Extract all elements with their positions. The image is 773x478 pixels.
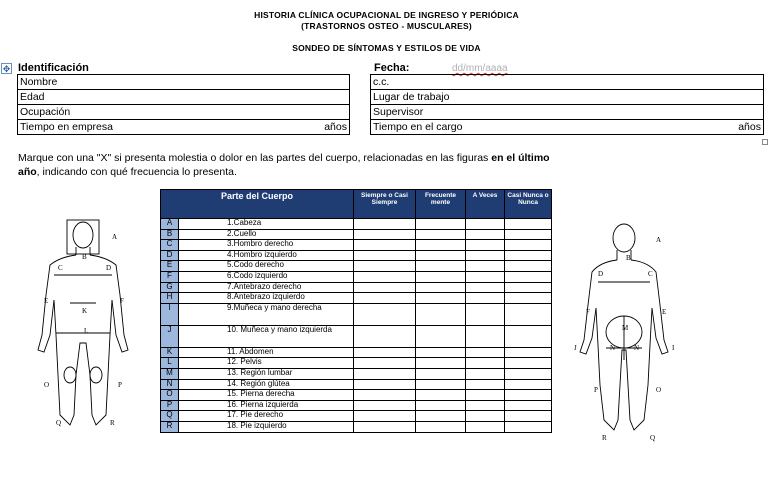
workplace-field[interactable]: Lugar de trabajo — [371, 90, 764, 105]
front-label-d: D — [106, 264, 112, 272]
identification-label: Identificación — [18, 62, 89, 74]
cell-never[interactable] — [505, 261, 552, 272]
cell-never[interactable] — [505, 400, 552, 411]
row-body-part: 15. Pierna derecha — [179, 390, 354, 401]
cell-frequent[interactable] — [416, 282, 466, 293]
row-body-part: 8.Antebrazo izquierdo — [179, 293, 354, 304]
back-label-e: E — [662, 308, 667, 316]
row-body-part: 10. Muñeca y mano izquierda — [179, 325, 354, 347]
front-label-o: O — [44, 381, 50, 389]
cell-never[interactable] — [505, 358, 552, 369]
cell-always[interactable] — [354, 219, 416, 230]
row-letter: G — [161, 282, 179, 293]
back-label-a: A — [656, 236, 662, 244]
table-row — [161, 411, 552, 422]
row-body-part: 6.Codo izquierdo — [179, 271, 354, 282]
row-letter: F — [161, 271, 179, 282]
back-label-n-right: N — [634, 344, 640, 352]
cell-sometimes[interactable] — [466, 390, 505, 401]
row-body-part: 17. Pie derecho — [179, 411, 354, 422]
front-body-figure — [30, 215, 140, 435]
front-label-a: A — [112, 233, 118, 241]
table-row — [161, 379, 552, 390]
cell-never[interactable] — [505, 250, 552, 261]
cell-always[interactable] — [354, 282, 416, 293]
cell-frequent[interactable] — [416, 379, 466, 390]
table-row — [161, 271, 552, 282]
front-label-q: Q — [56, 419, 62, 427]
header-body-part: Parte del Cuerpo — [161, 190, 354, 219]
cell-frequent[interactable] — [416, 358, 466, 369]
front-label-c: C — [58, 264, 63, 272]
header-never: Casi Nunca o Nunca — [505, 190, 552, 219]
table-row — [161, 390, 552, 401]
cell-frequent[interactable] — [416, 347, 466, 358]
cell-never[interactable] — [505, 271, 552, 282]
cell-frequent[interactable] — [416, 400, 466, 411]
row-letter: A — [161, 219, 179, 230]
row-letter: L — [161, 358, 179, 369]
supervisor-field[interactable]: Supervisor — [371, 105, 764, 120]
row-body-part: 14. Región glútea — [179, 379, 354, 390]
table-row — [161, 261, 552, 272]
back-label-m: M — [622, 324, 629, 332]
row-body-part: 7.Antebrazo derecho — [179, 282, 354, 293]
cell-always[interactable] — [354, 347, 416, 358]
table-row — [161, 282, 552, 293]
cell-always[interactable] — [354, 240, 416, 251]
cell-never[interactable] — [505, 219, 552, 230]
cell-always[interactable] — [354, 325, 416, 347]
header-always: Siempre o Casi Siempre — [354, 190, 416, 219]
row-body-part: 3.Hombro derecho — [179, 240, 354, 251]
back-label-c: C — [648, 270, 653, 278]
move-handle-icon[interactable]: ✥ — [2, 64, 11, 74]
cell-sometimes[interactable] — [466, 261, 505, 272]
front-label-p: P — [118, 381, 122, 389]
back-label-j: J — [574, 344, 577, 352]
row-body-part: 12. Pelvis — [179, 358, 354, 369]
row-body-part: 16. Pierna izquierda — [179, 400, 354, 411]
cell-sometimes[interactable] — [466, 271, 505, 282]
table-row — [161, 219, 552, 230]
name-field[interactable]: Nombre — [18, 75, 350, 90]
cell-always[interactable] — [354, 293, 416, 304]
cell-always[interactable] — [354, 303, 416, 325]
row-body-part: 11. Abdomen — [179, 347, 354, 358]
row-letter: O — [161, 390, 179, 401]
header-sometimes: A Veces — [466, 190, 505, 219]
cell-sometimes[interactable] — [466, 219, 505, 230]
symptom-table — [160, 189, 552, 433]
cell-never[interactable] — [505, 229, 552, 240]
position-time-field[interactable]: Tiempo en el cargo años — [371, 120, 764, 135]
front-label-b: B — [82, 253, 87, 261]
table-row — [161, 303, 552, 325]
table-resize-handle[interactable] — [762, 139, 768, 145]
cell-never[interactable] — [505, 421, 552, 432]
cell-frequent[interactable] — [416, 250, 466, 261]
back-label-f: F — [586, 308, 590, 316]
cell-always[interactable] — [354, 379, 416, 390]
cell-always[interactable] — [354, 250, 416, 261]
table-row — [161, 229, 552, 240]
cell-always[interactable] — [354, 411, 416, 422]
row-letter: D — [161, 250, 179, 261]
cell-sometimes[interactable] — [466, 229, 505, 240]
years-unit: años — [738, 120, 761, 133]
row-body-part: 5.Codo derecho — [179, 261, 354, 272]
table-row — [161, 240, 552, 251]
cell-frequent[interactable] — [416, 293, 466, 304]
cell-sometimes[interactable] — [466, 325, 505, 347]
table-row — [161, 250, 552, 261]
age-field[interactable]: Edad — [18, 90, 350, 105]
years-unit: años — [324, 120, 347, 133]
id-number-field[interactable]: c.c. — [371, 75, 764, 90]
cell-always[interactable] — [354, 358, 416, 369]
cell-sometimes[interactable] — [466, 293, 505, 304]
front-label-k: K — [82, 307, 88, 315]
cell-sometimes[interactable] — [466, 282, 505, 293]
cell-never[interactable] — [505, 411, 552, 422]
back-body-figure — [572, 220, 682, 445]
front-label-l: L — [84, 327, 89, 335]
cell-sometimes[interactable] — [466, 368, 505, 379]
cell-sometimes[interactable] — [466, 303, 505, 325]
table-row — [161, 293, 552, 304]
form-subtitle: (TRASTORNOS OSTEO - MUSCULARES) — [301, 21, 472, 31]
cell-frequent[interactable] — [416, 219, 466, 230]
cell-frequent[interactable] — [416, 240, 466, 251]
cell-frequent[interactable] — [416, 411, 466, 422]
cell-always[interactable] — [354, 261, 416, 272]
cell-sometimes[interactable] — [466, 379, 505, 390]
row-letter: J — [161, 325, 179, 347]
row-body-part: 1.Cabeza — [179, 219, 354, 230]
row-letter: M — [161, 368, 179, 379]
back-label-p: P — [594, 386, 598, 394]
back-label-n-left: N — [610, 344, 616, 352]
row-letter: H — [161, 293, 179, 304]
back-label-d: D — [598, 270, 604, 278]
table-row — [161, 368, 552, 379]
row-letter: E — [161, 261, 179, 272]
company-time-field[interactable]: Tiempo en empresa años — [18, 120, 350, 135]
row-body-part: 9.Muñeca y mano derecha — [179, 303, 354, 325]
cell-sometimes[interactable] — [466, 400, 505, 411]
row-body-part: 2.Cuello — [179, 229, 354, 240]
back-label-r: R — [602, 434, 607, 442]
table-row — [161, 421, 552, 432]
cell-sometimes[interactable] — [466, 411, 505, 422]
cell-never[interactable] — [505, 303, 552, 325]
cell-sometimes[interactable] — [466, 347, 505, 358]
front-label-r: R — [110, 419, 115, 427]
row-letter: Q — [161, 411, 179, 422]
cell-never[interactable] — [505, 293, 552, 304]
back-label-b: B — [626, 254, 631, 262]
cell-frequent[interactable] — [416, 325, 466, 347]
table-row — [161, 358, 552, 369]
row-letter: K — [161, 347, 179, 358]
back-label-o: O — [656, 386, 662, 394]
cell-frequent[interactable] — [416, 229, 466, 240]
cell-always[interactable] — [354, 421, 416, 432]
header-frequent: Frecuente mente — [416, 190, 466, 219]
cell-never[interactable] — [505, 390, 552, 401]
cell-sometimes[interactable] — [466, 358, 505, 369]
table-row — [161, 400, 552, 411]
table-row — [161, 347, 552, 358]
row-letter: B — [161, 229, 179, 240]
row-letter: N — [161, 379, 179, 390]
cell-sometimes[interactable] — [466, 421, 505, 432]
cell-frequent[interactable] — [416, 303, 466, 325]
back-label-q: Q — [650, 434, 656, 442]
front-label-e: E — [44, 297, 49, 305]
table-row — [161, 325, 552, 347]
cell-never[interactable] — [505, 347, 552, 358]
cell-always[interactable] — [354, 400, 416, 411]
row-letter: I — [161, 303, 179, 325]
identification-right-table — [370, 74, 764, 135]
occupation-field[interactable]: Ocupación — [18, 105, 350, 120]
cell-frequent[interactable] — [416, 368, 466, 379]
cell-never[interactable] — [505, 368, 552, 379]
row-body-part: 18. Pie izquierdo — [179, 421, 354, 432]
row-body-part: 4.Hombro izquierdo — [179, 250, 354, 261]
row-letter: P — [161, 400, 179, 411]
cell-sometimes[interactable] — [466, 250, 505, 261]
row-body-part: 13. Región lumbar — [179, 368, 354, 379]
cell-never[interactable] — [505, 325, 552, 347]
head-highlight-box — [67, 220, 99, 254]
row-letter: C — [161, 240, 179, 251]
instructions-text: Marque con una "X" si presenta molestia o dolor en las partes del cuerpo, relacionadas en las figuras en el último año, indicando con qué frecuencia lo presenta. — [18, 152, 550, 178]
cell-always[interactable] — [354, 271, 416, 282]
survey-title: SONDEO DE SÍNTOMAS Y ESTILOS DE VIDA — [292, 43, 481, 53]
cell-frequent[interactable] — [416, 261, 466, 272]
date-label: Fecha: — [374, 62, 410, 74]
cell-never[interactable] — [505, 282, 552, 293]
cell-never[interactable] — [505, 379, 552, 390]
cell-frequent[interactable] — [416, 421, 466, 432]
form-title: HISTORIA CLÍNICA OCUPACIONAL DE INGRESO Y PERIÓDICA — [254, 10, 519, 20]
front-label-f: F — [120, 297, 124, 305]
cell-always[interactable] — [354, 368, 416, 379]
back-label-i: I — [672, 344, 675, 352]
cell-never[interactable] — [505, 240, 552, 251]
cell-frequent[interactable] — [416, 390, 466, 401]
cell-always[interactable] — [354, 229, 416, 240]
cell-sometimes[interactable] — [466, 240, 505, 251]
row-letter: R — [161, 421, 179, 432]
cell-always[interactable] — [354, 390, 416, 401]
identification-left-table — [17, 74, 350, 135]
date-field[interactable]: dd/mm/aaaa — [452, 63, 508, 74]
cell-frequent[interactable] — [416, 271, 466, 282]
